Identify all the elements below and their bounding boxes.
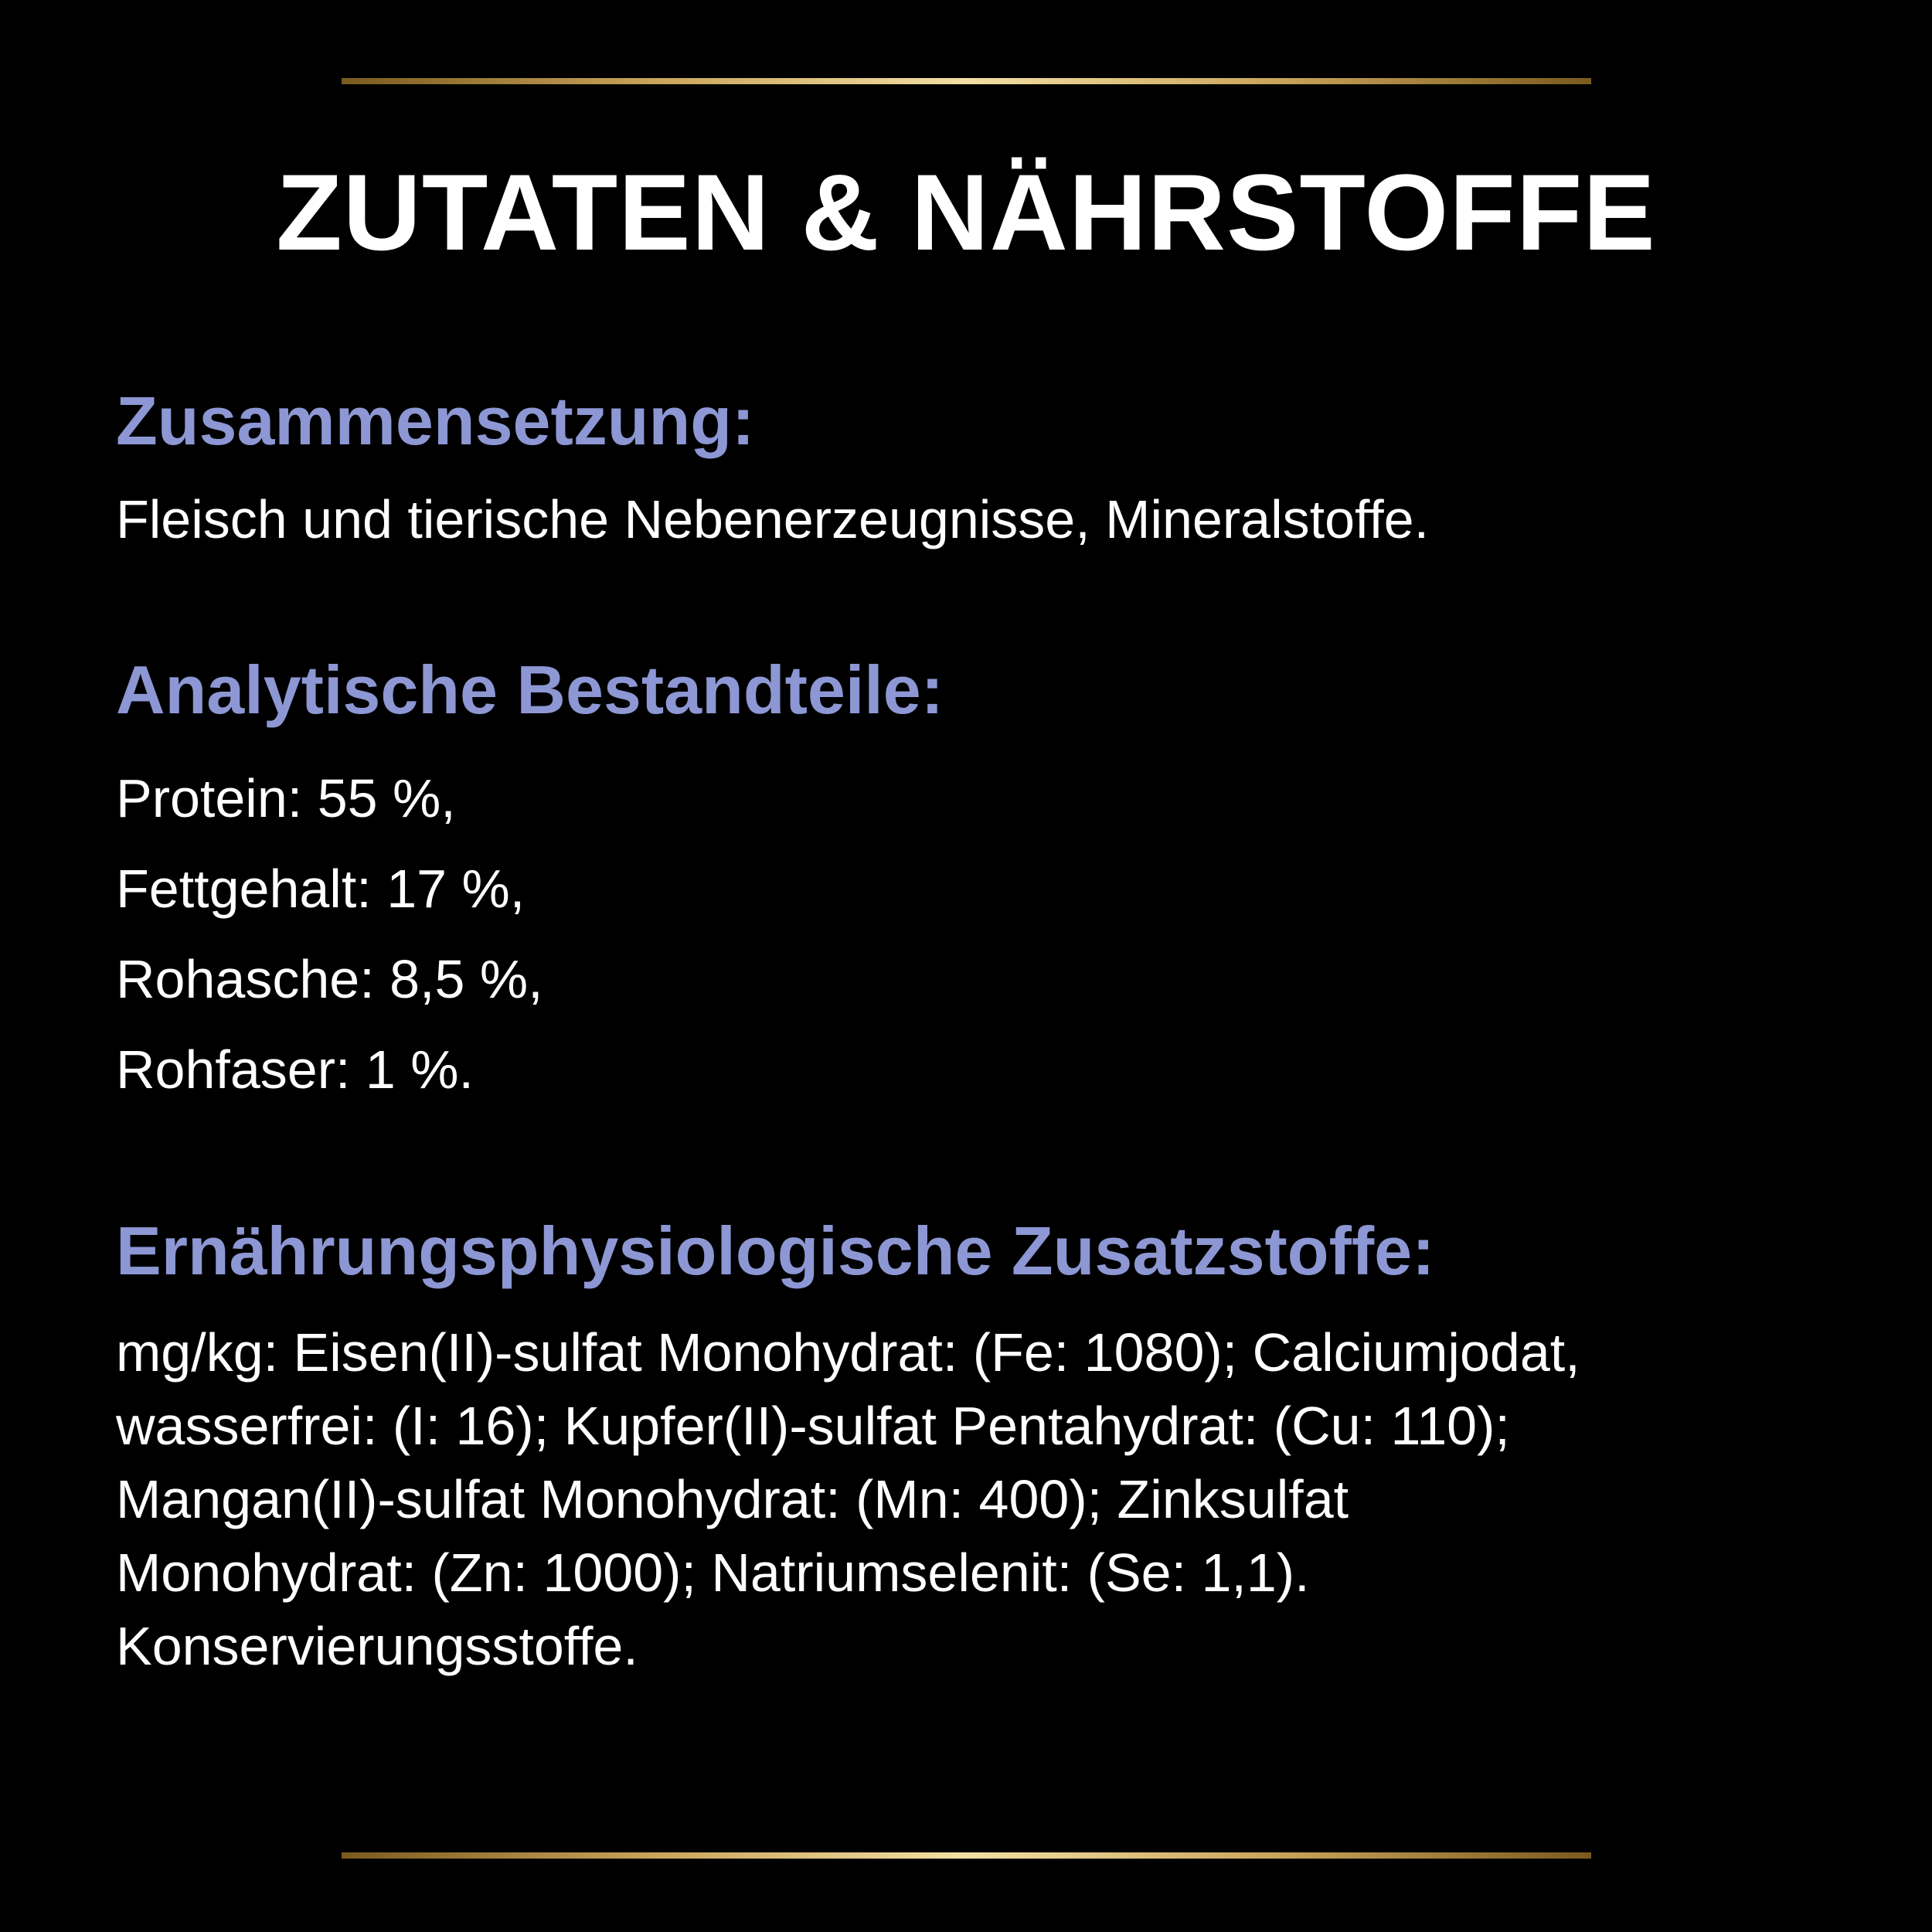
page-title: ZUTATEN & NÄHRSTOFFE <box>276 151 1656 273</box>
additives-line: wasserfrei: (I: 16); Kupfer(II)-sulfat Pentahydrat: (Cu: 110); <box>116 1396 1510 1456</box>
bottom-gold-divider <box>342 1852 1591 1859</box>
composition-text: Fleisch und tierische Nebenerzeugnisse, Mineralstoffe. <box>116 489 1430 549</box>
analytical-item-fat: Fettgehalt: 17 %, <box>116 859 526 919</box>
analytical-item-ash: Rohasche: 8,5 %, <box>116 949 543 1009</box>
additives-line: mg/kg: Eisen(II)-sulfat Monohydrat: (Fe: 1080); Calciumjodat, <box>116 1322 1580 1383</box>
top-gold-divider <box>342 78 1591 84</box>
analytical-list <box>116 753 543 1115</box>
additives-line: Konservierungsstoffe. <box>116 1616 638 1676</box>
additives-heading: Ernährungsphysiologische Zusatzstoffe: <box>116 1213 1435 1289</box>
additives-line: Mangan(II)-sulfat Monohydrat: (Mn: 400); Zinksulfat <box>116 1469 1349 1529</box>
additives-text <box>116 1316 1839 1683</box>
composition-heading: Zusammensetzung: <box>116 383 755 459</box>
analytical-item-fiber: Rohfaser: 1 %. <box>116 1039 474 1100</box>
analytical-item-protein: Protein: 55 %, <box>116 768 456 828</box>
analytical-heading: Analytische Bestandteile: <box>116 651 944 728</box>
additives-line: Monohydrat: (Zn: 1000); Natriumselenit: (Se: 1,1). <box>116 1543 1310 1603</box>
